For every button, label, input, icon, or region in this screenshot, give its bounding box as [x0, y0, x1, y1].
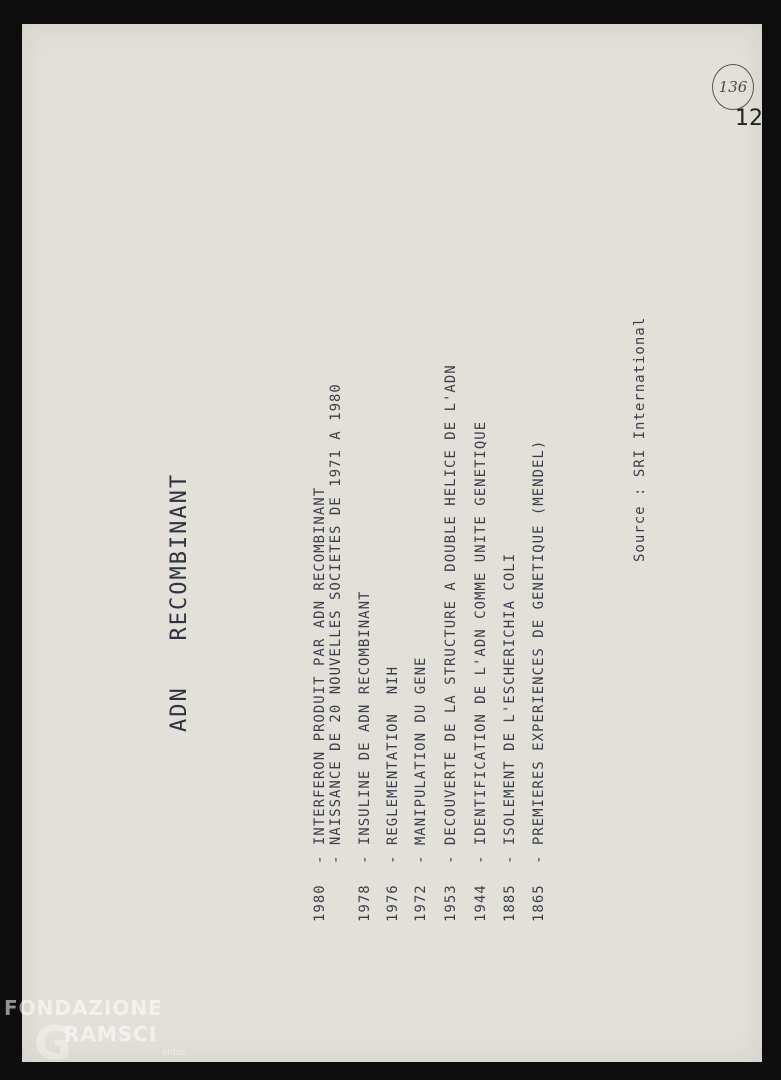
entry-line: - INSULINE DE ADN RECOMBINANT [357, 590, 373, 864]
page-number: 12 [735, 106, 763, 131]
entry-line: - PREMIERES EXPERIENCES DE GENETIQUE (MENDEL) [531, 439, 547, 864]
entry-year: 1972 [413, 884, 429, 922]
foundation-watermark-logo [4, 996, 204, 1076]
entry-year: 1976 [385, 884, 401, 922]
entry-line: - ISOLEMENT DE L'ESCHERICHIA COLI [502, 552, 518, 864]
entry-year: 1944 [473, 884, 489, 922]
watermark-line2: RAMSCI [64, 1022, 158, 1046]
watermark-suffix: onlus [162, 1048, 187, 1058]
document-page [22, 24, 762, 1062]
watermark-line1: FONDAZIONE [4, 996, 163, 1020]
source-note: Source : SRI International [632, 316, 648, 562]
entry-year: 1980 [312, 884, 328, 922]
entry-year: 1885 [502, 884, 518, 922]
entry-line: - MANIPULATION DU GENE [413, 656, 429, 864]
entry-year: 1978 [357, 884, 373, 922]
entry-line: - DECOUVERTE DE LA STRUCTURE A DOUBLE HELICE DE L'ADN [443, 364, 459, 864]
entry-line: - REGLEMENTATION NIH [385, 665, 401, 864]
document-title: ADN RECOMBINANT [167, 472, 192, 732]
watermark-g-letter: G [34, 1016, 72, 1070]
rotated-content [22, 24, 762, 1062]
entry-line: - NAISSANCE DE 20 NOUVELLES SOCIETES DE 1971 A 1980 [328, 383, 344, 864]
entry-line: - IDENTIFICATION DE L'ADN COMME UNITE GENETIQUE [473, 420, 489, 864]
circled-archive-number: 136 [712, 64, 754, 110]
entry-line: - INTERFERON PRODUIT PAR ADN RECOMBINANT [312, 486, 328, 864]
entry-year: 1865 [531, 884, 547, 922]
entry-year: 1953 [443, 884, 459, 922]
